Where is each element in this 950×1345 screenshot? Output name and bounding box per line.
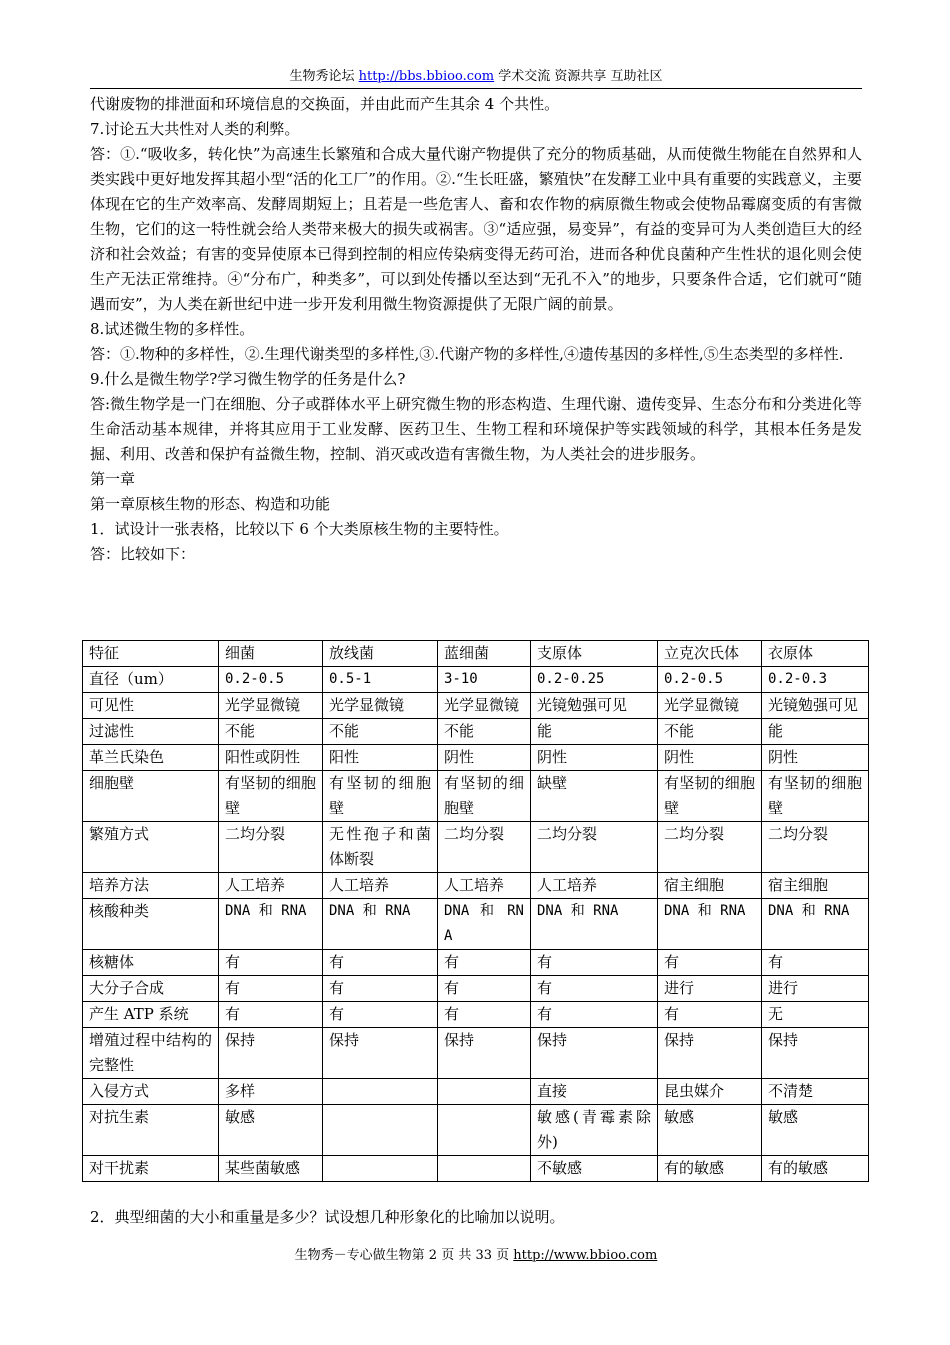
table-header-cell: 细菌 xyxy=(219,641,323,667)
table-cell xyxy=(323,1079,438,1105)
table-cell: 二均分裂 xyxy=(531,822,658,873)
table-cell xyxy=(438,1079,531,1105)
table-cell: 有 xyxy=(762,950,869,976)
table-cell: 0.2-0.25 xyxy=(531,667,658,693)
table-cell: 能 xyxy=(762,719,869,745)
table-header-cell: 立克次氏体 xyxy=(658,641,762,667)
answer-7: 答：①.“吸收多，转化快”为高速生长繁殖和合成大量代谢产物提供了充分的物质基础，从而使微生物能在自然界和人类实践中更好地发挥其超小型“活的化工厂”的作用。②.“生长旺盛，繁殖快”在发酵工业中具有重要的实践意义，主要体现在它的生产效率高、发酵周期短上；且若是一些危害人、畜和农作物的病原微生物或会使物品霉腐变质的有害微生物，它们的这一特性就会给人类带来极大的损失或祸害。③“适应强，易变异”，有益的变异可为人类创造巨大的经济和社会效益；有害的变异使原本已得到控制的相应传染病变得无药可治，进而各种优良菌种产生性状的退化则会使生产无法正常维持。④“分布广，种类多”，可以到处传播以至达到“无孔不入”的地步，只要条件合适，它们就可“随遇而安”，为人类在新世纪中进一步开发利用微生物资源提供了无限广阔的前景。 xyxy=(90,145,862,313)
table-cell: 有坚韧的细胞壁 xyxy=(323,771,438,822)
table-row-label: 大分子合成 xyxy=(83,976,219,1002)
table-cell: 不能 xyxy=(323,719,438,745)
table-cell: 有 xyxy=(323,1002,438,1028)
table-row-label: 对干扰素 xyxy=(83,1156,219,1182)
table-row xyxy=(83,719,869,745)
table-cell: 有的敏感 xyxy=(762,1156,869,1182)
table-row-label: 核酸种类 xyxy=(83,899,219,950)
table-row xyxy=(83,745,869,771)
table-cell: 有 xyxy=(531,976,658,1002)
table-cell: 不能 xyxy=(658,719,762,745)
table-row-label: 核糖体 xyxy=(83,950,219,976)
table-cell: 有的敏感 xyxy=(658,1156,762,1182)
table-row-label: 产生 ATP 系统 xyxy=(83,1002,219,1028)
table-cell: 光学显微镜 xyxy=(658,693,762,719)
table-cell: 有 xyxy=(531,950,658,976)
table-cell: 有 xyxy=(438,950,531,976)
table-row-label: 增殖过程中结构的完整性 xyxy=(83,1028,219,1079)
table-cell: 人工培养 xyxy=(323,873,438,899)
table-cell: 不能 xyxy=(219,719,323,745)
table-row-label: 革兰氏染色 xyxy=(83,745,219,771)
comparison-table xyxy=(82,640,869,1182)
table-cell: 有坚韧的细胞壁 xyxy=(438,771,531,822)
table-cell: 3-10 xyxy=(438,667,531,693)
table-cell: 保持 xyxy=(531,1028,658,1079)
table-cell: 无性孢子和菌体断裂 xyxy=(323,822,438,873)
table-cell: 0.2-0.3 xyxy=(762,667,869,693)
table-cell: 多样 xyxy=(219,1079,323,1105)
footer-link[interactable]: http://www.bbioo.com xyxy=(513,1248,658,1263)
table-row-label: 培养方法 xyxy=(83,873,219,899)
table-cell: 敏感 xyxy=(219,1105,323,1156)
table-cell: 有 xyxy=(438,1002,531,1028)
table-cell: 能 xyxy=(531,719,658,745)
table-cell: 二均分裂 xyxy=(219,822,323,873)
table-cell: 阳性 xyxy=(323,745,438,771)
table-row xyxy=(83,873,869,899)
table-cell: 进行 xyxy=(658,976,762,1002)
answer-1-intro: 答：比较如下： xyxy=(90,545,196,563)
table-row-label: 入侵方式 xyxy=(83,1079,219,1105)
table-cell: 不敏感 xyxy=(531,1156,658,1182)
table-cell: 直接 xyxy=(531,1079,658,1105)
question-9: 9.什么是微生物学?学习微生物学的任务是什么? xyxy=(90,370,406,388)
table-cell: 光学显微镜 xyxy=(323,693,438,719)
table-cell: 阳性或阴性 xyxy=(219,745,323,771)
table-cell: 敏感 xyxy=(762,1105,869,1156)
body-text xyxy=(90,92,862,567)
table-row-label: 过滤性 xyxy=(83,719,219,745)
table-row xyxy=(83,1156,869,1182)
table-row-label: 繁殖方式 xyxy=(83,822,219,873)
table-cell: 保持 xyxy=(219,1028,323,1079)
table-cell: DNA 和 RNA xyxy=(323,899,438,950)
table-cell: 有 xyxy=(219,950,323,976)
answer-9: 答:微生物学是一门在细胞、分子或群体水平上研究微生物的形态构造、生理代谢、遗传变异、生态分布和分类进化等生命活动基本规律，并将其应用于工业发酵、医药卫生、生物工程和环境保护等实践领域的科学，其根本任务是发掘、利用、改善和保护有益微生物，控制、消灭或改造有害微生物，为人类社会的进步服务。 xyxy=(90,395,862,463)
table-cell: DNA 和 RNA xyxy=(658,899,762,950)
table-cell: 有坚韧的细胞壁 xyxy=(658,771,762,822)
table-row xyxy=(83,693,869,719)
table-cell: DNA 和 RNA xyxy=(531,899,658,950)
table-row-label: 直径（um） xyxy=(83,667,219,693)
table-header-row xyxy=(83,641,869,667)
table-cell: 阴性 xyxy=(762,745,869,771)
table-cell: DNA 和 RNA xyxy=(438,899,531,950)
table-row xyxy=(83,1079,869,1105)
table-cell: 0.2-0.5 xyxy=(219,667,323,693)
table-cell: 人工培养 xyxy=(531,873,658,899)
table-cell: 0.5-1 xyxy=(323,667,438,693)
table-cell: 宿主细胞 xyxy=(762,873,869,899)
table-cell: 有坚韧的细胞壁 xyxy=(762,771,869,822)
table-row xyxy=(83,667,869,693)
question-2: 2．典型细菌的大小和重量是多少？试设想几种形象化的比喻加以说明。 xyxy=(90,1208,565,1226)
table-header-cell: 蓝细菌 xyxy=(438,641,531,667)
table-row xyxy=(83,771,869,822)
header-site-name: 生物秀论坛 xyxy=(289,69,355,84)
table-cell: 有坚韧的细胞壁 xyxy=(219,771,323,822)
table-cell: 二均分裂 xyxy=(762,822,869,873)
table-cell: 二均分裂 xyxy=(658,822,762,873)
table-cell: DNA 和 RNA xyxy=(219,899,323,950)
page-footer xyxy=(90,1246,862,1266)
table-cell: 有 xyxy=(438,976,531,1002)
question-8: 8.试述微生物的多样性。 xyxy=(90,320,255,338)
table-cell xyxy=(323,1105,438,1156)
table-cell: 人工培养 xyxy=(219,873,323,899)
table-row xyxy=(83,899,869,950)
table-cell: 宿主细胞 xyxy=(658,873,762,899)
footer-text: 生物秀－专心做生物第 2 页 共 33 页 xyxy=(294,1248,510,1263)
table-cell: 有 xyxy=(219,1002,323,1028)
table-cell: 阴性 xyxy=(438,745,531,771)
table-cell: 有 xyxy=(219,976,323,1002)
header-link[interactable]: http://bbs.bbioo.com xyxy=(358,69,495,84)
chapter-title: 第一章原核生物的形态、构造和功能 xyxy=(90,495,331,513)
table-cell: 不能 xyxy=(438,719,531,745)
table-row-label: 对抗生素 xyxy=(83,1105,219,1156)
chapter-label: 第一章 xyxy=(90,470,136,488)
table-cell: 0.2-0.5 xyxy=(658,667,762,693)
table-cell: 光镜勉强可见 xyxy=(762,693,869,719)
table-header-cell: 特征 xyxy=(83,641,219,667)
table-header-cell: 衣原体 xyxy=(762,641,869,667)
table-cell: 缺壁 xyxy=(531,771,658,822)
table-row xyxy=(83,1002,869,1028)
table-cell: 光学显微镜 xyxy=(438,693,531,719)
table-row-label: 细胞壁 xyxy=(83,771,219,822)
table-cell: 不清楚 xyxy=(762,1079,869,1105)
table-cell: 保持 xyxy=(658,1028,762,1079)
paragraph: 代谢废物的排泄面和环境信息的交换面，并由此而产生其余 4 个共性。 xyxy=(90,95,560,113)
table-cell: 光学显微镜 xyxy=(219,693,323,719)
table-row xyxy=(83,976,869,1002)
question-1: 1．试设计一张表格，比较以下 6 个大类原核生物的主要特性。 xyxy=(90,520,509,538)
table-cell: 有 xyxy=(323,976,438,1002)
table-cell: 有 xyxy=(658,1002,762,1028)
table-cell: 光镜勉强可见 xyxy=(531,693,658,719)
table-cell: 进行 xyxy=(762,976,869,1002)
table-row xyxy=(83,1105,869,1156)
table-cell xyxy=(323,1156,438,1182)
table-cell: 昆虫媒介 xyxy=(658,1079,762,1105)
table-cell: 保持 xyxy=(323,1028,438,1079)
table-cell: 二均分裂 xyxy=(438,822,531,873)
table-cell: 阴性 xyxy=(531,745,658,771)
table-row xyxy=(83,822,869,873)
header-tagline: 学术交流 资源共享 互助社区 xyxy=(498,69,663,84)
table-header-cell: 支原体 xyxy=(531,641,658,667)
table-cell: 有 xyxy=(658,950,762,976)
page-header xyxy=(90,66,862,89)
answer-8: 答：①.物种的多样性，②.生理代谢类型的多样性,③.代谢产物的多样性,④遗传基因的多样性,⑤生态类型的多样性. xyxy=(90,345,844,363)
table-cell: 敏感(青霉素除外) xyxy=(531,1105,658,1156)
table-cell: 有 xyxy=(323,950,438,976)
table-cell: 阴性 xyxy=(658,745,762,771)
table-cell: 保持 xyxy=(762,1028,869,1079)
question-7: 7.讨论五大共性对人类的利弊。 xyxy=(90,120,300,138)
table-cell: 敏感 xyxy=(658,1105,762,1156)
table-cell: 某些菌敏感 xyxy=(219,1156,323,1182)
table-cell: 人工培养 xyxy=(438,873,531,899)
table-cell xyxy=(438,1156,531,1182)
table-cell: 无 xyxy=(762,1002,869,1028)
table-row xyxy=(83,1028,869,1079)
table-row-label: 可见性 xyxy=(83,693,219,719)
table-header-cell: 放线菌 xyxy=(323,641,438,667)
table-row xyxy=(83,950,869,976)
table-cell: 保持 xyxy=(438,1028,531,1079)
table-cell: DNA 和 RNA xyxy=(762,899,869,950)
table-cell xyxy=(438,1105,531,1156)
table-cell: 有 xyxy=(531,1002,658,1028)
